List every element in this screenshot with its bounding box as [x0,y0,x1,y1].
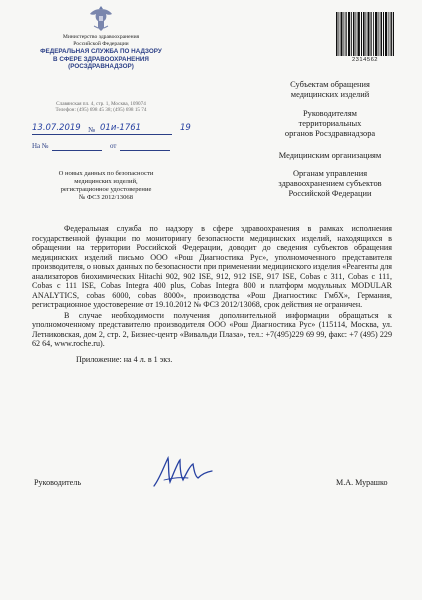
recipient-medical-orgs [250,151,410,161]
coat-of-arms-emblem-icon [88,4,114,32]
recipient-line: территориальных [298,119,362,128]
agency-contacts [20,101,182,114]
recipient-line: Медицинским организациям [278,151,382,160]
signatory-title: Руководитель [34,478,82,487]
letter-body [32,224,392,364]
recipient-line: здравоохранением субъектов [278,179,382,188]
reply-na-label: На № [32,142,49,150]
recipient-line: Субъектам обращения [290,80,370,89]
attachment-note: Приложение: на 4 л. в 1 экз. [76,354,173,364]
barcode-icon [336,12,394,56]
agency-line-1: ФЕДЕРАЛЬНАЯ СЛУЖБА ПО НАДЗОРУ [40,48,162,55]
agency-line-3: (РОСЗДРАВНАДЗОР) [68,63,134,71]
recipient-line: медицинских изделий [290,90,370,99]
registration-line [32,123,202,141]
agency-phone: Телефон: (495) 698 45 38; (495) 698 15 74 [55,107,147,114]
ministry-line-2: Российской Федерации [73,40,129,47]
recipient-line: Органам управления [292,169,368,178]
recipient-heads [250,109,410,139]
registration-suffix: 19 [180,123,191,133]
body-paragraph-1: Федеральная служба по надзору в сфере здравоохранения в рамках исполнения государственной функции по мониторингу безопасности медицинских изделий, находящихся в обращении на территории Российской Федерации, доводит до сведения субъектов обращения медицинских изделий письмо ООО «Рош Диагностика Рус», уполномоченного представителя производителя, о новых данных по безопасности при применении медицинского изделия «Реагенты для анализаторов биохимических Hitachi 902, 902 ISE, 912, 912 ISE, 917 ISE, Cobas c 311, Cobas c 111, Cobas c 111 ISE, Cobas Integra 400 plus, Cobas Integra 800 и платформ модульных MODULAR ANALYTICS, cobas 6000, cobas 8000», производства «Рош Диагностикс ГмбХ», Германия, регистрационное удостоверение от 19.10.2012 № ФСЗ 2012/13068, срок действия не ограничен. [32,224,392,309]
recipient-subjects [250,80,410,100]
agency-name [20,48,182,71]
ministry-line-1: Министерство здравоохранения [62,34,140,40]
subject-line: медицинских изделий, [74,178,138,185]
agency-line-2: В СФЕРЕ ЗДРАВООХРАНЕНИЯ [53,55,149,63]
handwritten-signature-icon [150,452,220,492]
recipient-line: Руководителям [303,109,357,118]
recipient-health-authorities [250,169,410,199]
registration-date: 13.07.2019 [32,123,81,133]
agency-address: Славянская пл. 4, стр. 1, Москва, 109074 [56,101,146,107]
recipient-line: Российской Федерации [288,189,372,198]
subject-line: регистрационное удостоверение [60,186,152,193]
reply-number-underline [52,150,102,151]
body-paragraph-2: В случае необходимости получения дополнительной информации обращаться к уполномоченному представителю производителя ООО «Рош Диагностика Рус» (115114, Москва, ул. Летниковская, дом 2, стр. 2, Бизнес-центр «Вивальди Плаза», тел.: +7(495)229 69 99, факс: +7 (495) 229 62 64, www.roche.ru). [32,310,392,348]
registration-number: 01и-1761 [100,123,142,133]
recipient-line: органов Росздравнадзора [284,129,376,138]
subject-line: О новых данных по безопасности [58,170,154,177]
barcode-number: 2314562 [351,57,379,63]
reply-ot-label: от [110,142,117,150]
subject-line: № ФСЗ 2012/13068 [78,194,133,201]
registration-number-label: № [88,125,96,134]
reply-date-underline [120,150,170,151]
letter-subject [26,170,186,202]
signatory-name: М.А. Мурашко [336,478,388,487]
reply-reference-line [32,142,182,154]
ministry-name [20,34,182,47]
registration-underline [32,134,172,135]
